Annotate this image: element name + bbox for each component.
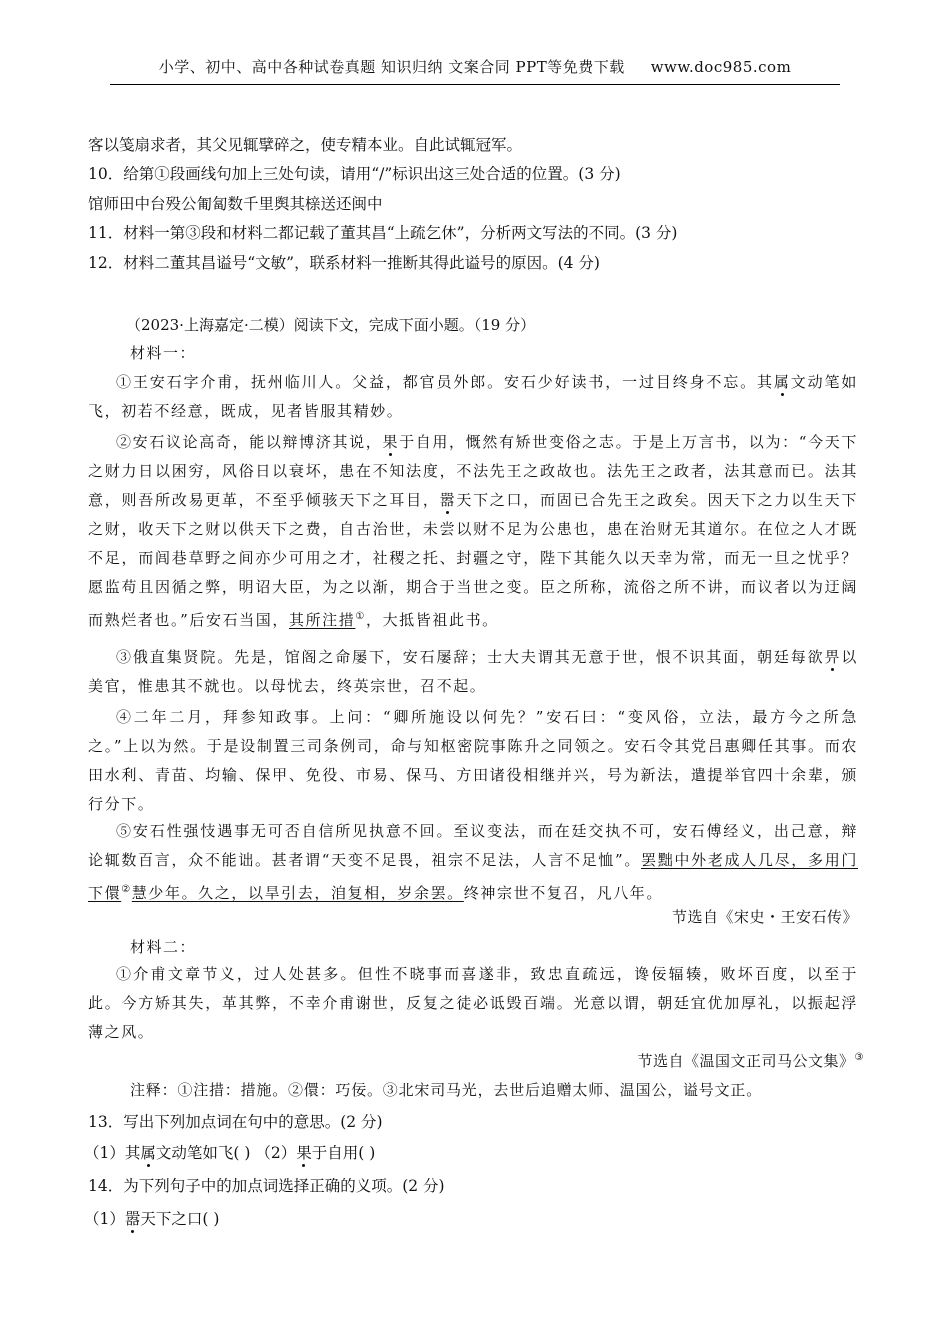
material-2-paragraph-1: ①介甫文章节义，过人处甚多。但性不晓事而喜遂非，致忠直疏远，谗佞辐辏，败坏百度，以至于此。今方矫其失，革其弊，不幸介甫谢世，反复之徒必诋毁百端。光意以谓，朝廷宜优加厚礼，以振起浮薄之风。 — [88, 965, 858, 1041]
dotted-char: 属 — [773, 373, 791, 391]
dotted-char: 果 — [296, 1144, 312, 1162]
question-10: 10．给第①段画线句加上三处句读，请用“/”标识出这三处合适的位置。(3 分) — [88, 165, 621, 183]
underlined-sentence: 罢黜中外老成人几尽，多用门下儇 — [88, 851, 858, 902]
dotted-char: 属 — [140, 1144, 156, 1162]
material-1-paragraph-4: ④二年二月，拜参知政事。上问：“卿所施设以何先？”安石曰：“变风俗，立法，最方今之所急之。”上以为然。于是设制置三司条例司，命与知枢密院事陈升之同领之。安石令其党吕惠卿任其事。而农田水利、青苗、均输、保甲、免役、市易、保马、方田诸役相继并兴，号为新法，遣提举官四十余辈，颁行分下。 — [88, 708, 858, 813]
dotted-char: 果 — [382, 433, 400, 451]
dotted-char: 畀 — [824, 648, 842, 666]
question-10-sentence: 馆师田中台殁公匍匐数千里舆其榇送还闽中 — [88, 195, 383, 213]
question-13-items: （1）其属文动笔如飞( ) （2）果于自用( ) — [84, 1144, 376, 1162]
question-14-item-1: （1）嚣天下之口( ) — [84, 1210, 220, 1228]
underlined-phrase: 其所注措 — [288, 611, 356, 629]
section-intro: （2023·上海嘉定·二模）阅读下文，完成下面小题。（19 分） — [126, 316, 536, 334]
question-11: 11．材料一第③段和材料二都记载了董其昌“上疏乞休”，分析两文写法的不同。(3 分) — [88, 224, 678, 242]
material-1-source: 节选自《宋史・王安石传》 — [671, 908, 858, 926]
question-13: 13．写出下列加点词在句中的意思。(2 分) — [88, 1113, 383, 1131]
material-1-paragraph-3: ③俄直集贤院。先是，馆阁之命屡下，安石屡辞；士大夫谓其无意于世，恨不识其面，朝廷每欲畀以美官，惟患其不就也。以母忧去，终英宗世，召不起。 — [88, 648, 858, 695]
previous-passage-end: 客以笺扇求者，其父见辄擘碎之，使专精本业。自此试辄冠军。 — [88, 136, 523, 154]
header-text: 小学、初中、高中各种试卷真题 知识归纳 文案合同 PPT等免费下载 — [158, 58, 625, 76]
material-2-source: 节选自《温国文正司马公文集》③ — [637, 1052, 864, 1070]
dotted-char: 嚣 — [439, 491, 457, 509]
header-divider — [110, 84, 840, 85]
dotted-char: 嚣 — [124, 1210, 141, 1228]
page-header — [0, 56, 950, 77]
material-2-label: 材料二： — [130, 938, 197, 956]
header-site[interactable]: www.doc985.com — [650, 58, 792, 76]
material-1-paragraph-5: ⑤安石性强忮遇事无可否自信所见执意不回。至议变法，而在廷交执不可，安石傅经义，出己意，辩论辄数百言，众不能诎。甚者谓“天变不足畏，祖宗不足法，人言不足恤”。罢黜中外老成人几尽，多用门下儇②慧少年。久之，以旱引去，洎复相，岁余罢。终神宗世不复召，凡八年。 — [88, 822, 858, 902]
question-14: 14．为下列句子中的加点词选择正确的义项。(2 分) — [88, 1177, 445, 1195]
material-1-paragraph-2: ②安石议论高奇，能以辩博济其说，果于自用，慨然有矫世变俗之志。于是上万言书，以为：“今天下之财力日以困穷，风俗日以衰坏，患在不知法度，不法先王之政故也。法先王之政者，法其意而已。法其意，则吾所改易更革，不至乎倾骇天下之耳目，嚣天下之口，而固已合先王之政矣。因天下之力以生天下之财，收天下之财以供天下之费，自古治世，未尝以财不足为公患也，患在治财无其道尔。在位之人才既不足，而闾巷草野之间亦少可用之才，社稷之托、封疆之守，陛下其能久以天幸为常，而无一旦之忧乎？愿监苟且因循之弊，明诏大臣，为之以渐，期合于当世之变。臣之所称，流俗之所不讲，而议者以为迂阔而熟烂者也。”后安石当国，其所注措①，大抵皆祖此书。 — [88, 433, 858, 629]
material-1-paragraph-1: ①王安石字介甫，抚州临川人。父益，都官员外郎。安石少好读书，一过目终身不忘。其属文动笔如飞，初若不经意，既成，见者皆服其精妙。 — [88, 373, 858, 420]
annotations: 注释：①注措：措施。②儇：巧佞。③北宋司马光，去世后追赠太师、温国公，谥号文正。 — [130, 1081, 763, 1099]
material-1-label: 材料一： — [130, 344, 197, 362]
question-12: 12．材料二董其昌谥号“文敏”，联系材料一推断其得此谥号的原因。(4 分) — [88, 254, 600, 272]
